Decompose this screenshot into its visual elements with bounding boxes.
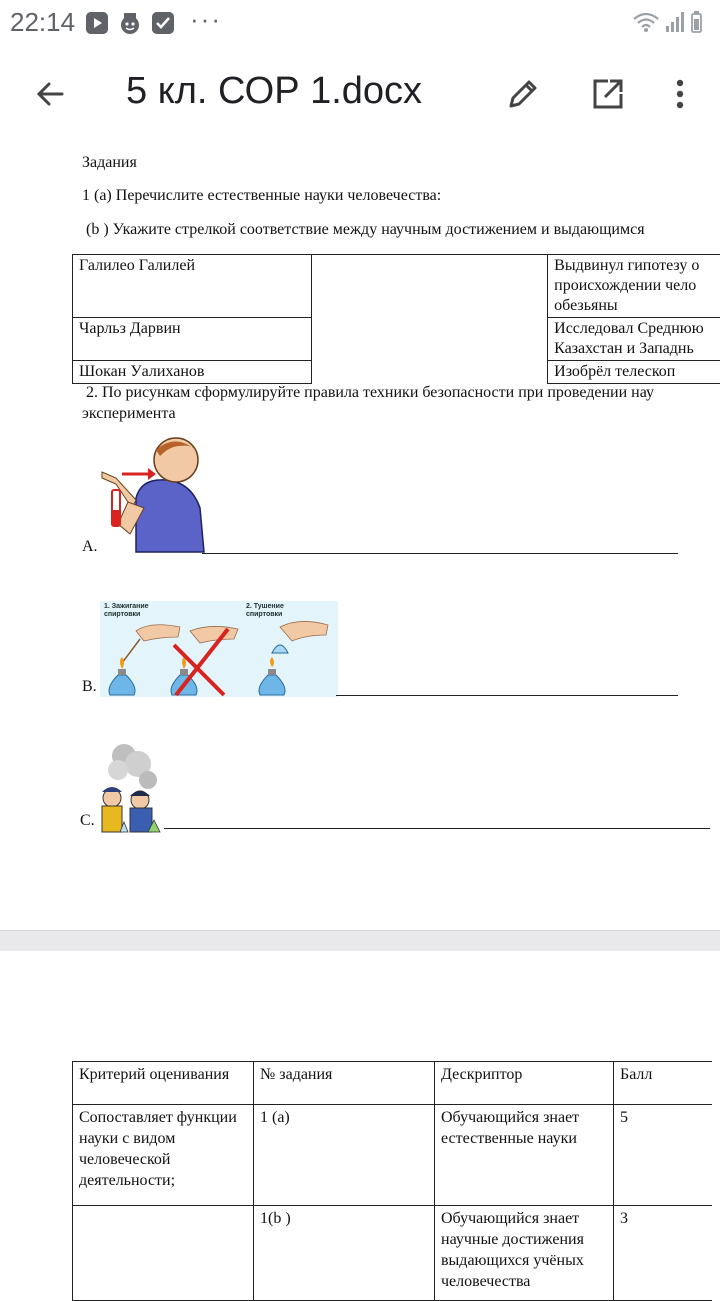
safety-picture-c (96, 742, 168, 834)
app-bar (0, 44, 720, 141)
answer-line-c[interactable] (164, 828, 710, 829)
match-left-2: Чарльз Дарвин (73, 318, 312, 361)
match-right-1: Выдвинул гипотезу о происхождении чело обезьяны (548, 255, 720, 318)
criteria-row1-criterion: Сопоставляет функции науки с видом человеческой деятельности; (73, 1105, 254, 1206)
more-vert-icon[interactable] (660, 74, 700, 114)
criteria-row1-task: 1 (а) (254, 1105, 435, 1206)
item-b-label: B. (82, 678, 97, 695)
item-a-label: A. (82, 538, 98, 555)
criteria-table (72, 1061, 712, 1301)
criteria-row2-score: 3 (614, 1206, 713, 1301)
document-title: 5 кл. СОР 1.docx (126, 70, 423, 112)
task-2-line1: 2. По рисункам сформулируйте правила техники безопасности при проведении нау (86, 384, 655, 401)
more-dots-icon: ··· (190, 4, 222, 34)
wifi-icon (634, 14, 658, 32)
criteria-row2-criterion (73, 1206, 254, 1301)
match-right-3: Изобрёл телескоп (548, 361, 720, 384)
match-left-1: Галилео Галилей (73, 255, 312, 318)
match-left-3: Шокан Уалиханов (73, 361, 312, 384)
matching-table (72, 254, 720, 384)
status-bar (0, 0, 720, 44)
criteria-row2-task: 1(b ) (254, 1206, 435, 1301)
answer-line-a[interactable] (202, 553, 678, 554)
status-right-icons (632, 10, 712, 39)
document-page-2[interactable] (0, 951, 720, 1290)
caption-lighting: 1. Зажигание спиртовки (104, 603, 149, 618)
match-right-2: Исследовал Среднюю Казахстан и Западнь (548, 318, 720, 361)
open-external-icon[interactable] (588, 74, 628, 114)
back-arrow-icon[interactable] (30, 74, 70, 114)
task-2-line2: эксперимента (82, 405, 176, 422)
notification-face-icon (118, 12, 140, 34)
match-middle-cell (312, 255, 548, 384)
criteria-row1-descriptor: Обучающийся знает естественные науки (435, 1105, 614, 1206)
criteria-header-task: № задания (254, 1062, 435, 1105)
safety-picture-b (100, 601, 338, 697)
battery-icon (692, 11, 701, 32)
task-1a: 1 (а) Перечислите естественные науки человечества: (82, 187, 442, 204)
criteria-header-descriptor: Дескриптор (435, 1062, 614, 1105)
criteria-header-score: Балл (614, 1062, 713, 1105)
youtube-icon (86, 12, 108, 34)
page-separator (0, 930, 720, 952)
task-1b: (b ) Укажите стрелкой соответствие между научным достижением и выдающимся (86, 221, 645, 238)
criteria-header-criterion: Критерий оценивания (73, 1062, 254, 1105)
answer-line-b[interactable] (336, 695, 678, 696)
check-app-icon (152, 12, 174, 34)
status-time: 22:14 (10, 7, 76, 37)
tasks-heading: Задания (82, 154, 137, 171)
item-c-label: C. (80, 812, 95, 829)
signal-icon (666, 12, 684, 32)
safety-picture-a (96, 438, 206, 554)
edit-pencil-icon[interactable] (503, 74, 543, 114)
document-page[interactable] (0, 140, 720, 930)
criteria-row1-score: 5 (614, 1105, 713, 1206)
criteria-row2-descriptor: Обучающийся знает научные достижения выдающихся учёных человечества (435, 1206, 614, 1301)
caption-extinguishing: 2. Тушение спиртовки (246, 603, 284, 618)
